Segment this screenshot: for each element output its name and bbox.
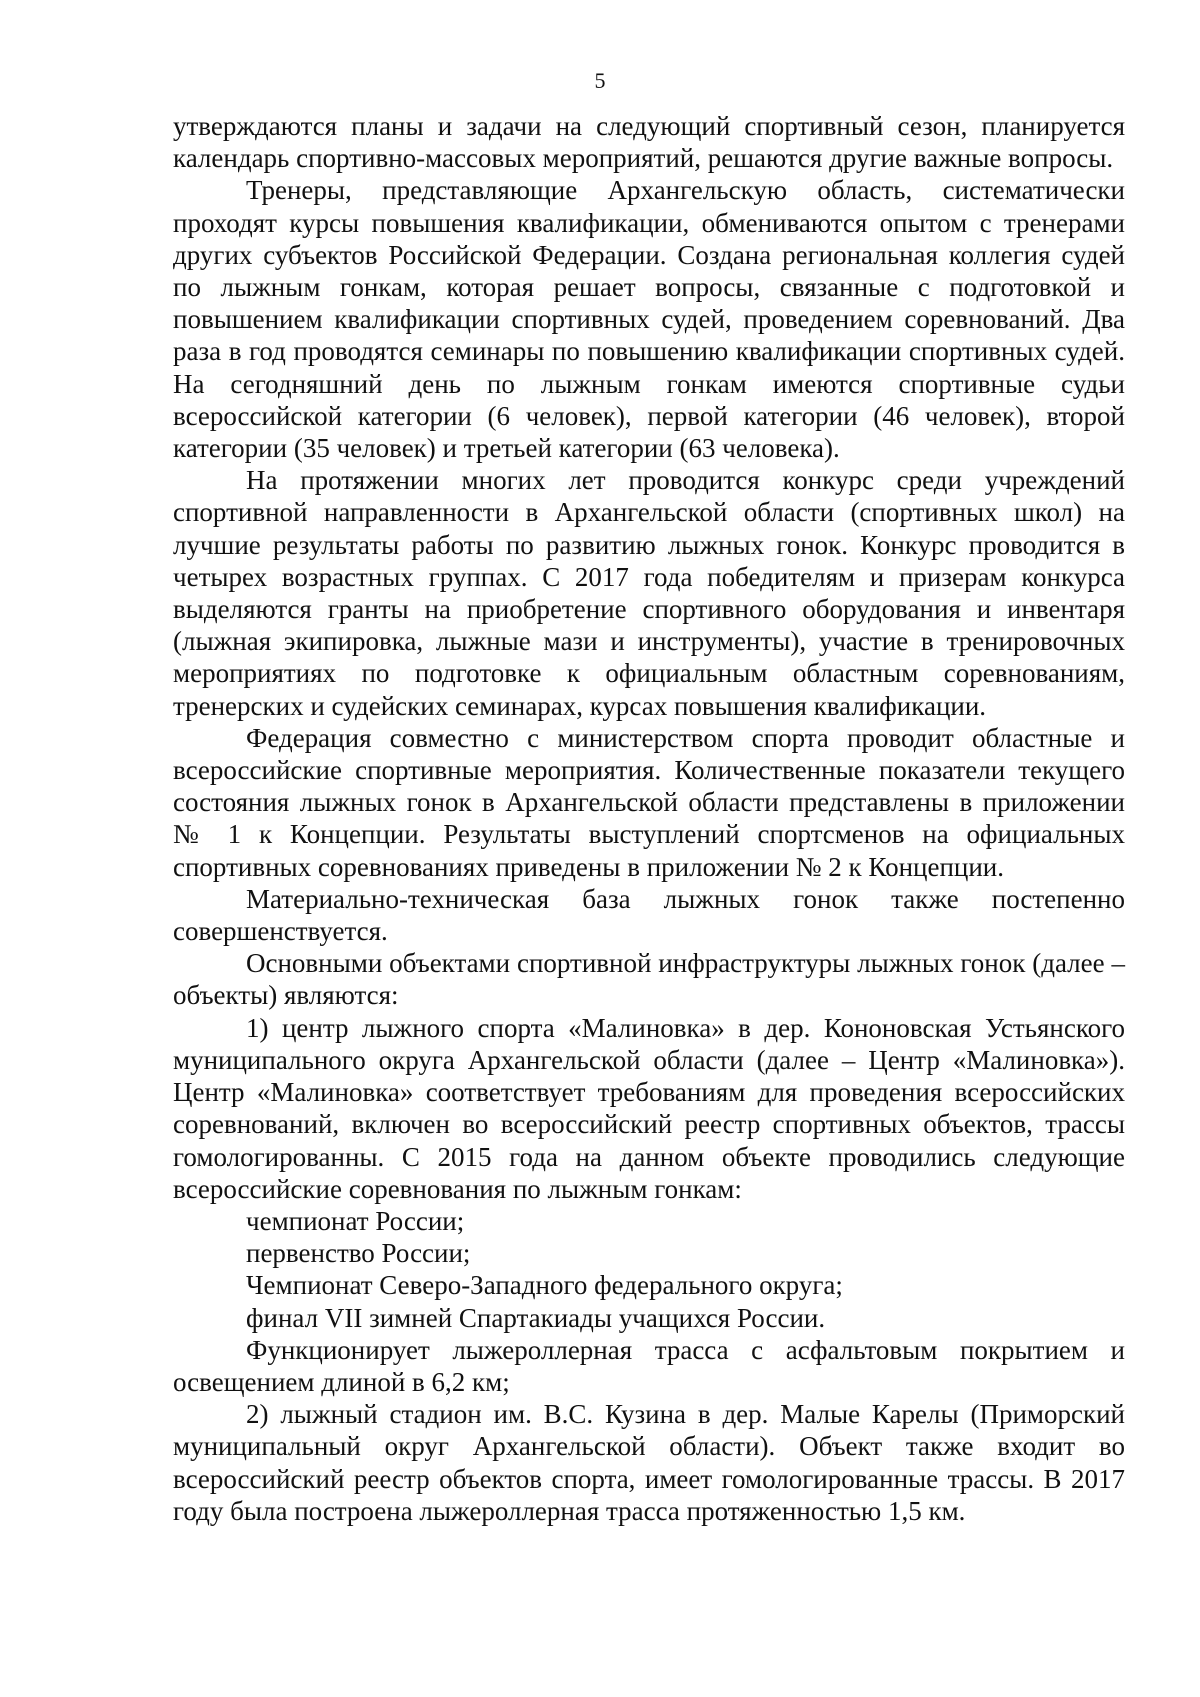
paragraph-main-objects: Основными объектами спортивной инфраструктуры лыжных гонок (далее – объекты) являются:: [173, 948, 1125, 1011]
competition-item-spartakiad: финал VII зимней Спартакиады учащихся России.: [246, 1302, 826, 1333]
paragraph-rollerski-track: Функционирует лыжероллерная трасса с асфальтовым покрытием и освещением длиной в 6,2 км;: [173, 1334, 1125, 1397]
competition-item-nw-district: Чемпионат Северо-Западного федерального округа;: [246, 1270, 843, 1301]
paragraph-continuation: утверждаются планы и задачи на следующий спортивный сезон, планируется календарь спортивно-массовых мероприятий, решаются другие важные вопросы.: [173, 111, 1125, 174]
paragraph-trainers: Тренеры, представляющие Архангельскую область, систематически проходят курсы повышения квалификации, обмениваются опытом с тренерами других субъектов Российской Федерации. Создана региональная коллегия судей по лыжным гонкам, которая решает вопросы, связанные с подготовкой и повышением квалификации спортивных судей, проведением соревнований. Два раза в год проводятся семинары по повышению квалификации спортивных судей. На сегодняшний день по лыжным гонкам имеются спортивные судьи всероссийской категории (6 человек), первой категории (46 человек), второй категории (35 человек) и третьей категории (63 человека).: [173, 175, 1125, 464]
competition-item-championship: чемпионат России;: [246, 1205, 465, 1236]
paragraph-federation: Федерация совместно с министерством спорта проводит областные и всероссийские спортивные мероприятия. Количественные показатели текущего состояния лыжных гонок в Архангельской области представлены в приложении № 1 к Концепции. Результаты выступлений спортсменов на официальных спортивных соревнованиях приведены в приложении № 2 к Концепции.: [173, 722, 1125, 882]
paragraph-kuzin-stadium: 2) лыжный стадион им. В.С. Кузина в дер. Малые Карелы (Приморский муниципальный округ Архангельской области). Объект также входит во всероссийский реестр объектов спорта, имеет гомологированные трассы. В 2017 году была построена лыжероллерная трасса протяженностью 1,5 км.: [173, 1399, 1125, 1526]
document-body: [173, 110, 1125, 1527]
paragraph-contest: На протяжении многих лет проводится конкурс среди учреждений спортивной направленности в Архангельской области (спортивных школ) на лучшие результаты работы по развитию лыжных гонок. Конкурс проводится в четырех возрастных группах. С 2017 года победителям и призерам конкурса выделяются гранты на приобретение спортивного оборудования и инвентаря (лыжная экипировка, лыжные мази и инструменты), участие в тренировочных мероприятиях по подготовке к официальным областным соревнованиям, тренерских и судейских семинарах, курсах повышения квалификации.: [173, 465, 1125, 721]
page-number: 5: [594, 68, 606, 93]
competition-item-youth-championship: первенство России;: [246, 1238, 471, 1269]
paragraph-malinovka: 1) центр лыжного спорта «Малиновка» в дер. Кононовская Устьянского муниципального округа Архангельской области (далее – Центр «Малиновка»). Центр «Малиновка» соответствует требованиям для проведения всероссийских соревнований, включен во всероссийский реестр спортивных объектов, трассы гомологированны. С 2015 года на данном объекте проводились следующие всероссийские соревнования по лыжным гонкам:: [173, 1012, 1125, 1204]
paragraph-material-base: Материально-техническая база лыжных гонок также постепенно совершенствуется.: [173, 883, 1125, 947]
